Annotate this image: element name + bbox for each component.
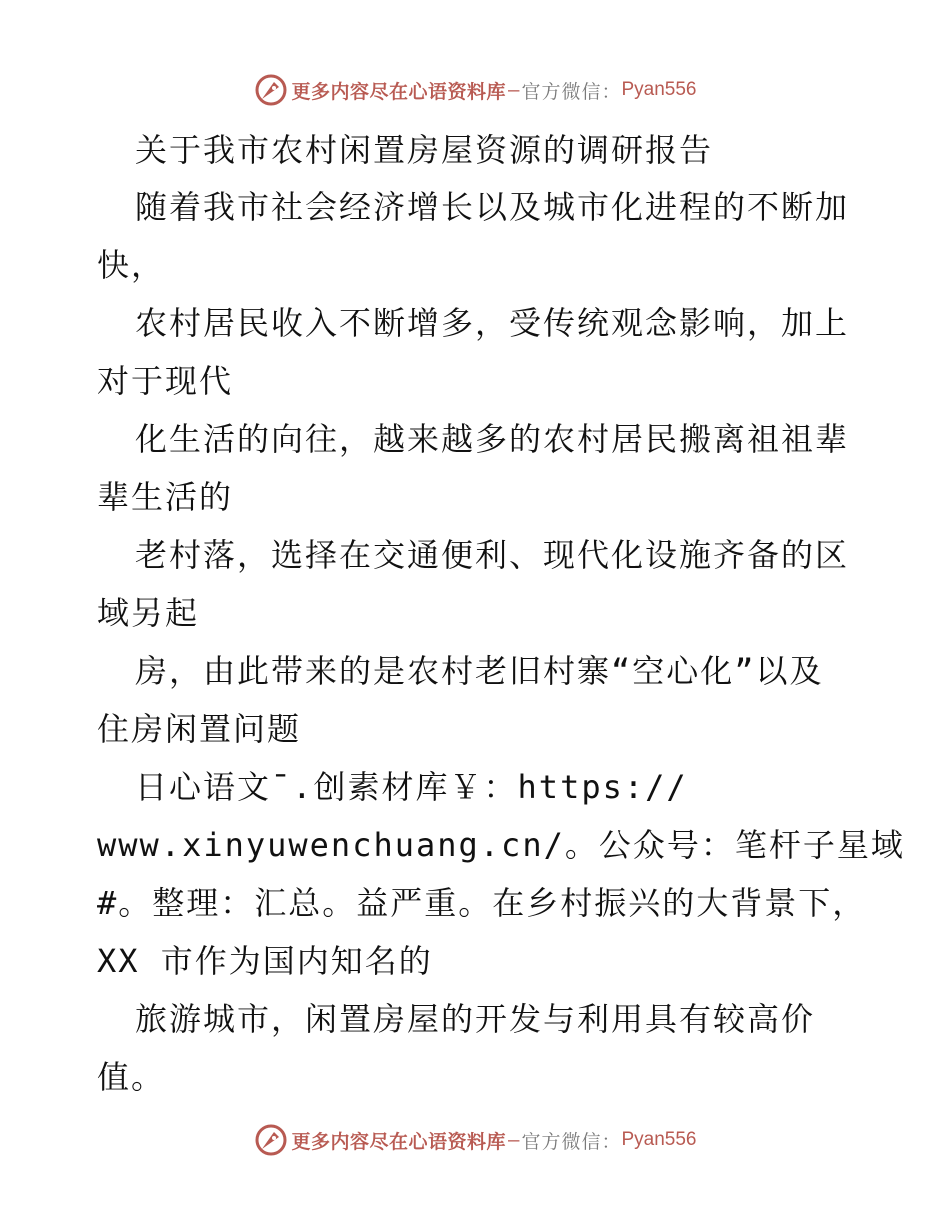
banner-wechat-id: Pyan556 (621, 1129, 697, 1150)
header-banner (0, 70, 950, 110)
banner-text: 更多内容尽在心语资料库 (291, 1130, 507, 1153)
paragraph-line: 老村落，选择在交通便利、现代化设施齐备的区 (135, 536, 850, 574)
footer-banner (0, 1120, 950, 1160)
banner-wechat-label: 官方微信： (521, 1130, 622, 1153)
banner-dash: — (508, 79, 520, 101)
pen-nib-circle-icon (254, 1123, 288, 1157)
document-title: 关于我市农村闲置房屋资源的调研报告 (135, 131, 714, 169)
paragraph-line: 农村居民收入不断增多，受传统观念影响，加上 (135, 304, 850, 342)
paragraph-line: 旅游城市，闲置房屋的开发与利用具有较高价 (135, 1000, 816, 1038)
banner-wechat-id: Pyan556 (621, 79, 697, 100)
paragraph-line: 房，由此带来的是农村老旧村寨“空心化”以及 (135, 652, 824, 690)
banner-dash: — (508, 1129, 520, 1151)
paragraph-line: 化生活的向往，越来越多的农村居民搬离祖祖辈 (135, 420, 850, 458)
paragraph-line: 住房闲置问题 (97, 710, 302, 748)
paragraph-line: 域另起 (97, 594, 200, 632)
banner-wechat-label: 官方微信： (521, 80, 622, 103)
paragraph-line: 辈生活的 (97, 478, 234, 516)
paragraph-line: 值。 (97, 1058, 166, 1096)
paragraph-line: 快， (97, 246, 166, 284)
paragraph-line: www.xinyuwenchuang.cn/。公众号：笔杆子星域 (97, 826, 905, 864)
paragraph-line: XX 市作为国内知名的 (97, 942, 433, 980)
paragraph-line: 对于现代 (97, 362, 234, 400)
paragraph-line: 日心语文¯.创素材库￥：https:// (135, 768, 688, 806)
pen-nib-circle-icon (254, 73, 288, 107)
paragraph-line: #。整理：汇总。益严重。在乡村振兴的大背景下， (97, 884, 867, 922)
paragraph-line: 随着我市社会经济增长以及城市化进程的不断加 (135, 188, 850, 226)
banner-text: 更多内容尽在心语资料库 (291, 80, 507, 103)
